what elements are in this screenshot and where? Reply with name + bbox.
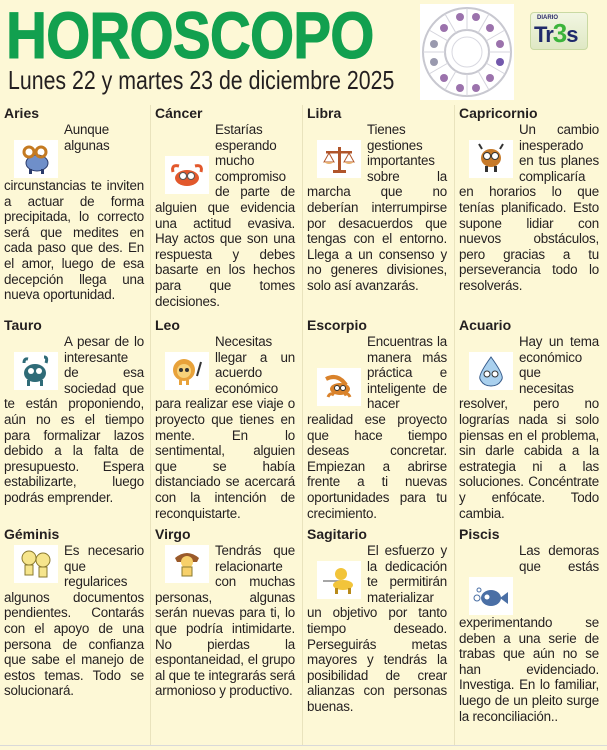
logo-diario-label: DIARIO [537,15,558,21]
sign-card-tauro [0,317,146,506]
sign-card-virgo [151,526,297,699]
crab-icon [165,156,209,194]
sign-name: Escorpio [307,317,367,333]
sign-card-sagitario [303,526,449,715]
sign-name: Leo [155,317,180,333]
sign-name: Capricornio [459,105,538,121]
logo-brand-3: 3 [552,18,567,48]
logo-brand-post: s [566,22,578,47]
sign-text: Es necesario que regularices algunos documentos pendientes. Contarás con el apoyo de una persona de confianza que sabe el manejo de estos temas. Todo se solucionará. [4,543,144,699]
column-divider [454,105,455,745]
sign-text: Un cambio inesperado en tus planes complicaría en horarios lo que tenías planificado. Esto supone lidiar con nuevos obstáculos, pero gracias a tu perseverancia todo lo resolverás. [459,122,599,293]
sign-name: Géminis [4,526,60,542]
sign-text: Estarías esperando mucho compromiso de parte de alguien que evidencia una actitud evasiva. Hay actos que son una respuesta y debes basarte en los hechos para que tomes decisiones. [155,122,295,309]
sign-card-aries [0,105,146,303]
sign-card-acuario [455,317,601,521]
sign-text: Tienes gestiones importantes sobre la marcha que no deberían interrumpirse por desacuerdos que tengas con el entorno. Llega a un consenso y no generes divisiones, solo así avanzarás. [307,122,447,293]
zodiac-wheel-icon [420,4,514,100]
page-header [0,0,607,104]
fish-icon [469,577,513,615]
sign-card-cancer [151,105,297,309]
sign-card-leo [151,317,297,521]
maiden-icon [165,545,209,583]
logo-brand-pre: Tr [534,22,553,47]
zodiac-wheel-image [420,4,514,100]
sign-card-geminis [0,526,146,699]
sign-card-capricornio [455,105,601,294]
scales-icon [317,140,361,178]
sign-text: Las demoras que estás experimentando se deben a una serie de trabas que aún no se han evidenciado. Investiga. En lo familiar, luego de un pleito surge la reconciliación.. [459,543,599,724]
twins-icon [14,545,58,583]
sign-name: Cáncer [155,105,203,121]
sign-text: El esfuerzo y la dedicación te permitirán materializar un objetivo por tanto tiempo deseado. Perseguirás metas mayores y tendrás la posibilidad de crear alianzas con personas buenas. [307,543,447,714]
ram-icon [14,140,58,178]
sign-name: Sagitario [307,526,367,542]
water-drop-icon [469,352,513,390]
sign-text: A pesar de lo interesante de esa sociedad que te están proponiendo, aún no es el tiempo para formalizar lazos debido a la falta de presupuesto. Espera estabilizarte, luego podrás emprender. [4,334,144,505]
sign-name: Piscis [459,526,500,542]
scorpion-icon [317,368,361,406]
sign-text: Tendrás que relacionarte con muchas personas, algunas serán nuevas para ti, lo que podría intimidarte. No pierdas la espontaneidad, el grupo al que te integrarás será armonioso y productivo. [155,543,295,699]
sign-card-piscis [455,526,601,724]
bottom-rule [0,745,607,746]
archer-icon [317,561,361,599]
lion-icon [165,352,209,390]
sign-text: Encuentras la manera más práctica e inteligente de hacer realidad ese proyecto que hace tiempo deseas concretar. Empiezan a abrirse frente a ti nuevas oportunidades para tu crecimiento. [307,334,447,521]
column-divider [150,105,151,745]
sign-text: Aunque algunas circunstancias te inviten a actuar de forma precipitada, lo correcto será que medites en cada paso que des. En el amor, luego de esa decepción llega una nueva oportunidad. [4,122,144,303]
sign-name: Aries [4,105,40,121]
sign-text: Hay un tema económico que necesitas resolver, pero no lograrías nada si solo piensas en el problema, sin darle cabida a la estrategia ni a las soluciones. Concéntrate y enfócate. Todo cambia. [459,334,599,521]
sign-card-libra [303,105,449,294]
column-divider [302,105,303,745]
bull-icon [14,352,58,390]
page-title: HOROSCOPO [6,0,374,72]
sign-name: Libra [307,105,342,121]
date-subtitle: Lunes 22 y martes 23 de diciembre 2025 [8,65,395,95]
sign-card-escorpio [303,317,449,521]
diario-tres-logo [530,12,588,50]
sign-name: Virgo [155,526,191,542]
goat-icon [469,140,513,178]
sign-name: Tauro [4,317,42,333]
sign-name: Acuario [459,317,512,333]
sign-text: Necesitas llegar a un acuerdo económico para realizar ese viaje o proyecto que tienes en mente. En lo sentimental, alguien que se había distanciado se acercará con la intención de reconquistarte. [155,334,295,521]
